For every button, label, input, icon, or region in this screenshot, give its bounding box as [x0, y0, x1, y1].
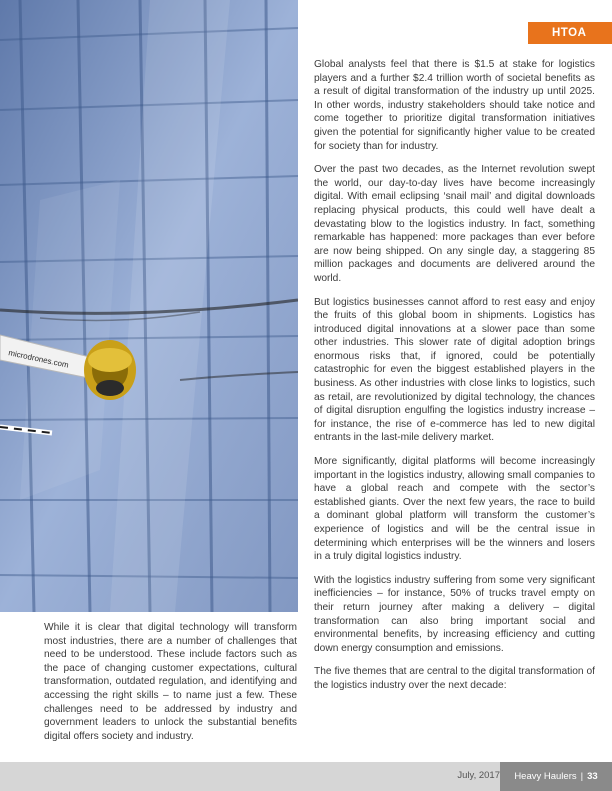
drone-photo [0, 0, 298, 612]
magazine-tab [500, 762, 612, 791]
article-left-column [44, 621, 297, 753]
section-tag [528, 22, 612, 44]
paragraph: The five themes that are central to the digital transformation of the logistics industry over the next decade: [314, 666, 595, 691]
page-number: 33 [587, 771, 598, 782]
paragraph: More significantly, digital platforms will become increasingly important in the logistics industry, allowing small companies to have a global reach and compete with the sector’s established giants. Over the next few years, the race to build a dominant global platform will transform the customer’s experience of logistics and will be the central issue in determining which enterprises will be the winners and losers in a truly digital logistics industry. [314, 456, 595, 563]
drone-photo-art [0, 0, 298, 612]
section-tag-label: HTOA [552, 27, 587, 39]
magazine-name: Heavy Haulers [514, 771, 577, 782]
footer-separator: | [580, 771, 584, 782]
paragraph: But logistics businesses cannot afford to rest easy and enjoy the fruits of this global boom in shipments. Logistics has introduced digital innovations at a slower pace than some other industries. This slower rate of digital adoption brings enormous risks that, if ignored, could be potentially catastrophic for even the biggest established players in the business. As other industries with close links to logistics, such as retail, are revolutionized by digital technology, the chances of digital disruption engulfing the logistics industry increase – for instance, the rise of e-commerce has led to new digital entrants in the last-mile delivery market. [314, 296, 595, 444]
drone-label: microdrones.com [7, 348, 70, 370]
paragraph: Global analysts feel that there is $1.5 at stake for logistics players and a further $2.4 trillion worth of societal benefits as a result of digital transformation of the industry up until 2025. In other words, industry stakeholders should take notice and come together to prioritize digital transformation initiatives given the potential for significantly higher value to be created for society than for industry. [314, 59, 595, 152]
paragraph: With the logistics industry suffering from some very significant inefficiencies – for instance, 50% of trucks travel empty on their return journey after making a delivery – digital transformation can also bring important social and environmental benefits, by increasing efficiency and cutting down energy consumption and emissions. [314, 574, 595, 654]
paragraph: Over the past two decades, as the Internet revolution swept the world, our day-to-day lives have become increasingly digital. With email eclipsing ‘snail mail’ and digital downloads replacing physical products, this could well have dealt a devastating blow to the logistics industry. In fact, something remarkable has happened: more packages than ever before are now being shipped. On any single day, a staggering 85 million packages and documents are delivered around the world. [314, 164, 595, 284]
page-footer [0, 762, 612, 791]
issue-date: July, 2017 [457, 770, 500, 781]
paragraph: While it is clear that digital technology will transform most industries, there are a number of challenges that need to be understood. These include factors such as the pace of changing customer expectations, cultural transformation, outdated regulation, and identifying and accessing the right skills – to name just a few. These challenges need to be addressed by industry and government leaders to unlock the substantial benefits digital offers society and industry. [44, 622, 297, 742]
article-right-column [314, 58, 595, 703]
